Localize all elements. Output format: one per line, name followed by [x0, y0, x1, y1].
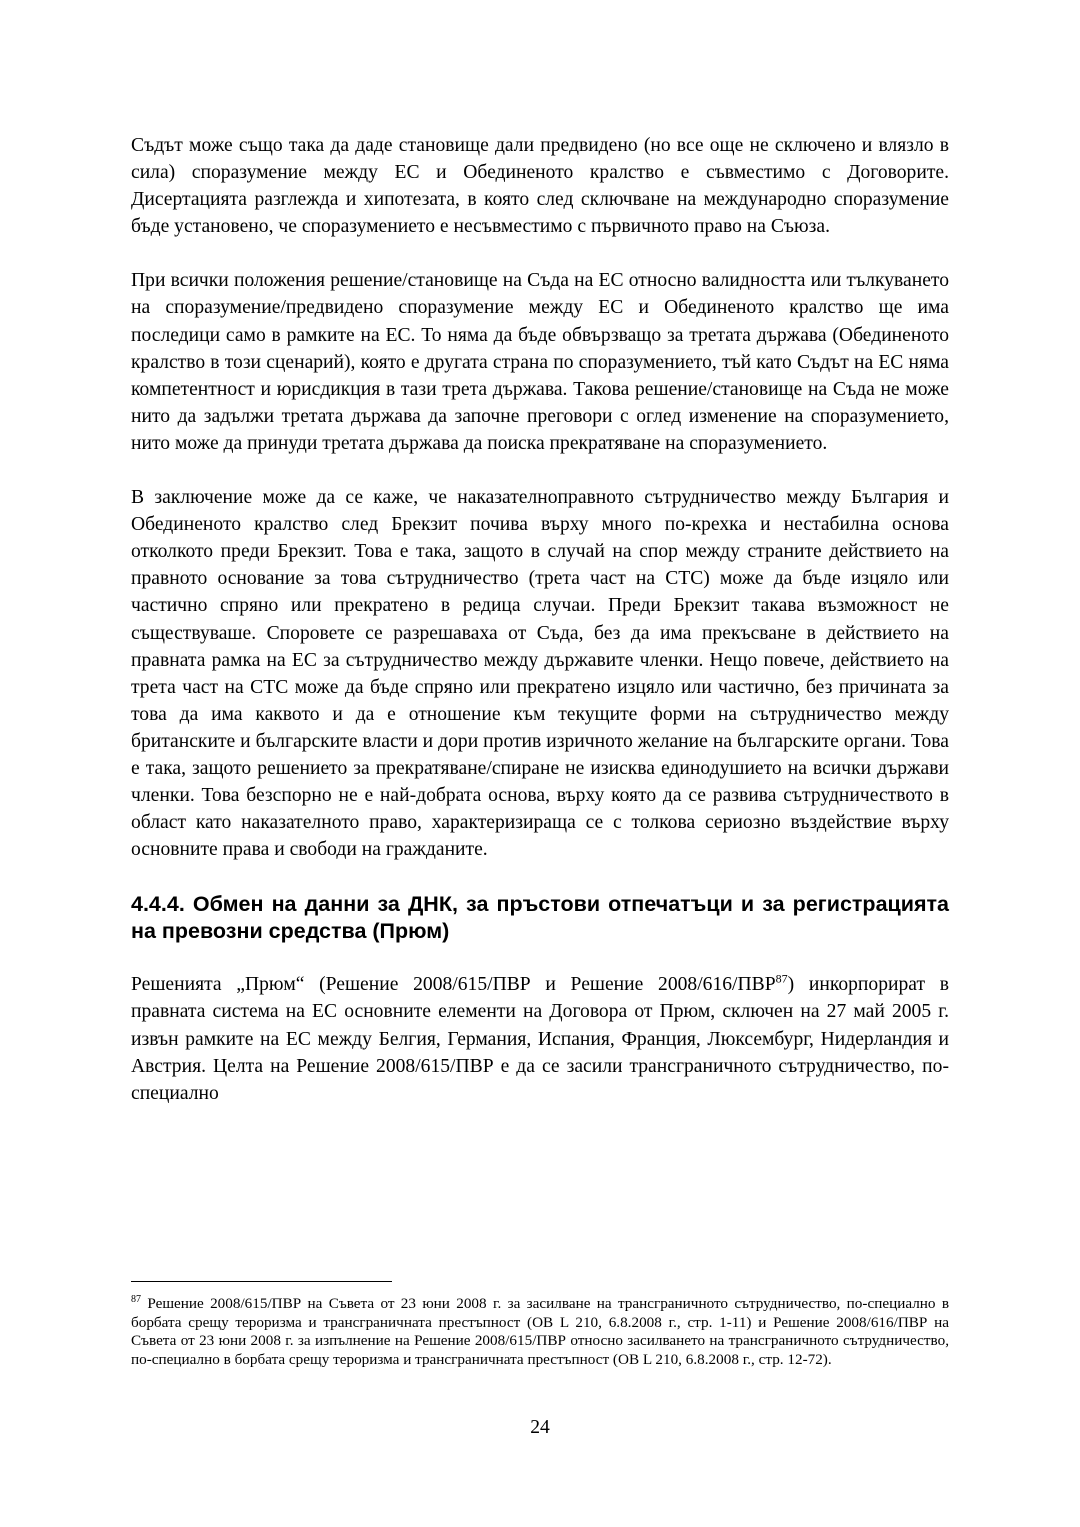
footnote-number: 87 [131, 1293, 141, 1305]
paragraph-third-state-effect: При всички положения решение/становище на Съда на ЕС относно валидността или тълкуването на споразумение/предвидено споразумение между ЕС и Обединеното кралство ще има последици само в рамките на ЕС. То няма да бъде обвързващо за третата държава (Обединеното кралство в този сценарий), която е другата страна по споразумението, тъй като Съдът на ЕС няма компетентност и юрисдикция в тази трета държава. Такова решение/становище на Съда не може нито да задължи третата държава да започне преговори с оглед изменение на споразумението, нито може да принуди третата държава да поиска прекратяване на споразумението. [131, 270, 949, 454]
prum-text-end: ) инкорпорират в правната система на ЕС основните елементи на Договора от Прюм, сключен на 27 май 2005 г. извън рамките на ЕС между Белгия, Германия, Испания, Франция, Люксембург, Нидерландия и Австрия. Целта на Решение 2008/615/ПВР е да се засили трансграничното сътрудничество, по-специално [131, 974, 949, 1104]
paragraph-court-opinion: Съдът може също така да даде становище дали предвидено (но все още не сключено и влязло в сила) споразумение между ЕС и Обединеното кралство е съвместимо с Договорите. Дисертацията разглежда и хипотезата, в която след сключване на международно споразумение бъде установено, че споразумението е несъвместимо с първичното право на Съюза. [131, 135, 949, 238]
footnote-text: Решение 2008/615/ПВР на Съвета от 23 юни 2008 г. за засилване на трансграничното сътрудничество, по-специално в борбата срещу тероризма и трансграничната престъпност (ОВ L 210, 6.8.2008 г., стр. 1-11) и Решение 2008/616/ПВР на Съвета от 23 юни 2008 г. за изпълнение на Решение 2008/615/ПВР относно засилването на трансграничното сътрудничество, по-специално в борбата срещу тероризма и трансграничната престъпност (ОВ L 210, 6.8.2008 г., стр. 12-72). [131, 1295, 949, 1368]
footnote-separator [131, 1281, 392, 1282]
prum-text-start: Решенията „Прюм“ (Решение 2008/615/ПВР и Решение 2008/616/ПВР [131, 974, 776, 996]
paragraph-prum-decisions [131, 971, 949, 1106]
paragraph-conclusion: В заключение може да се каже, че наказателноправното сътрудничество между България и Обединеното кралство след Брекзит почива върху много по-крехка и нестабилна основа отколкото преди Брекзит. Това е така, защото в случай на спор между страните действието на правното основание за това сътрудничество (трета част на СТС) може да бъде изцяло или частично спряно или прекратено в редица случаи. Преди Брекзит такава възможност не съществуваше. Споровете се разрешаваха от Съда, без да има прекъсване в действието на правната рамка на ЕС за сътрудничество между държавите членки. Нещо повече, действието на трета част на СТС може да бъде спряно или прекратено изцяло или частично, без причината за това да има каквото и да е отношение към текущите форми на сътрудничество между британските и българските власти и дори против изричното желание на българските органи. Това е така, защото решението за прекратяване/спиране не изисква единодушието на всички държави членки. Това безспорно не е най-добрата основа, върху която да се развива сътрудничеството в област като наказателното право, характеризираща се с толкова сериозно въздействие върху основните права и свободи на гражданите. [131, 487, 949, 861]
page-number: 24 [530, 1417, 550, 1438]
section-heading: 4.4.4. Обмен на данни за ДНК, за пръстови отпечатъци и за регистрацията на превозни средства (Прюм) [131, 892, 949, 944]
footnote [131, 1295, 949, 1369]
page-body [131, 132, 949, 1107]
footnote-reference[interactable]: 87 [775, 971, 788, 986]
